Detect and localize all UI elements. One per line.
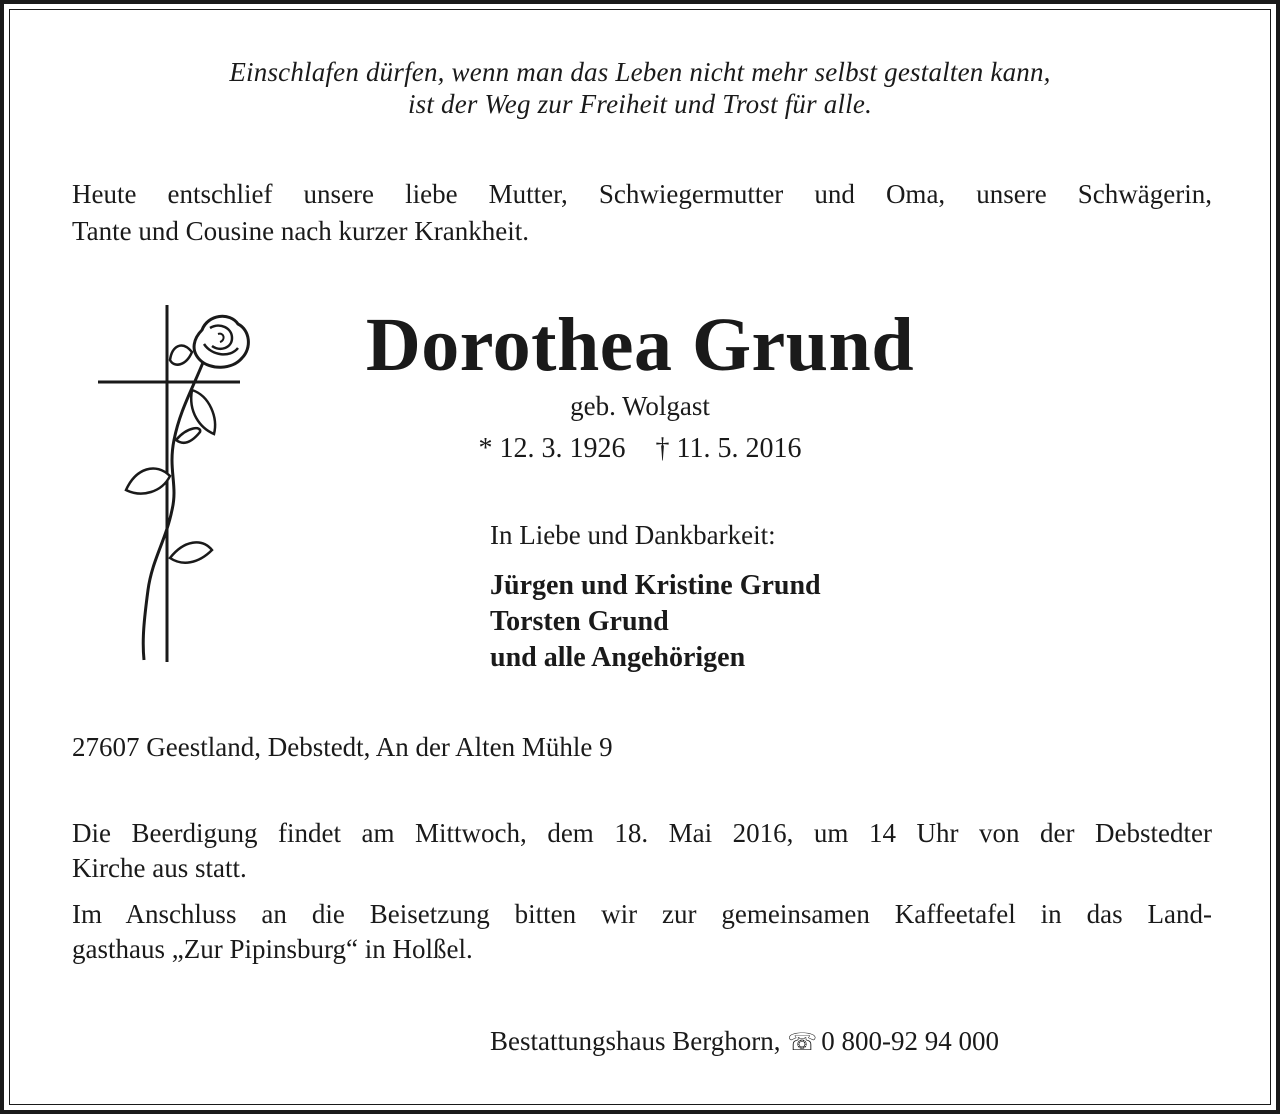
death-date: † 11. 5. 2016 [655,433,802,464]
quote-line-2: ist der Weg zur Freiheit und Trost für alle. [407,89,873,119]
intro-line-2: Tante und Cousine nach kurzer Krankheit. [72,216,529,246]
intro-line-1: Heute entschlief unsere liebe Mutter, Schwiegermutter und Oma, unsere Schwägerin, [72,179,1212,209]
birth-date: * 12. 3. 1926 [478,433,626,464]
maiden-name: geb. Wolgast [570,391,710,421]
undertaker-phone: 0 800-92 94 000 [821,1026,999,1056]
funeral-line-1: Die Beerdigung findet am Mittwoch, dem 18. Mai 2016, um 14 Uhr von der Debstedter [72,818,1212,848]
mourner-name: Torsten Grund [490,606,669,637]
undertaker-name: Bestattungshaus Berghorn, [490,1026,781,1056]
epigraph-quote [0,56,1280,120]
deceased-name: Dorothea Grund [365,303,915,387]
reception-line-1: Im Anschluss an die Beisetzung bitten wir zur gemeinsamen Kaffeetafel in das Land- [72,899,1212,929]
mourner-name: Jürgen und Kristine Grund [490,570,821,601]
mourner-name: und alle Angehörigen [490,642,746,673]
reception-info [72,897,1212,967]
gratitude-line: In Liebe und Dankbarkeit: [490,520,776,550]
funeral-line-2: Kirche aus statt. [72,853,247,883]
quote-line-1: Einschlafen dürfen, wenn man das Leben nicht mehr selbst gestalten kann, [229,57,1051,87]
phone-icon: ☏ [787,1028,818,1056]
mourner-list [490,568,821,676]
funeral-info [72,816,1212,886]
undertaker-contact [490,1022,999,1061]
life-dates [280,430,1000,468]
cross-with-rose-icon [92,300,262,670]
family-address: 27607 Geestland, Debstedt, An der Alten Mühle 9 [72,732,613,762]
intro-text [72,176,1212,250]
reception-line-2: gasthaus „Zur Pipinsburg“ in Holßel. [72,934,473,964]
